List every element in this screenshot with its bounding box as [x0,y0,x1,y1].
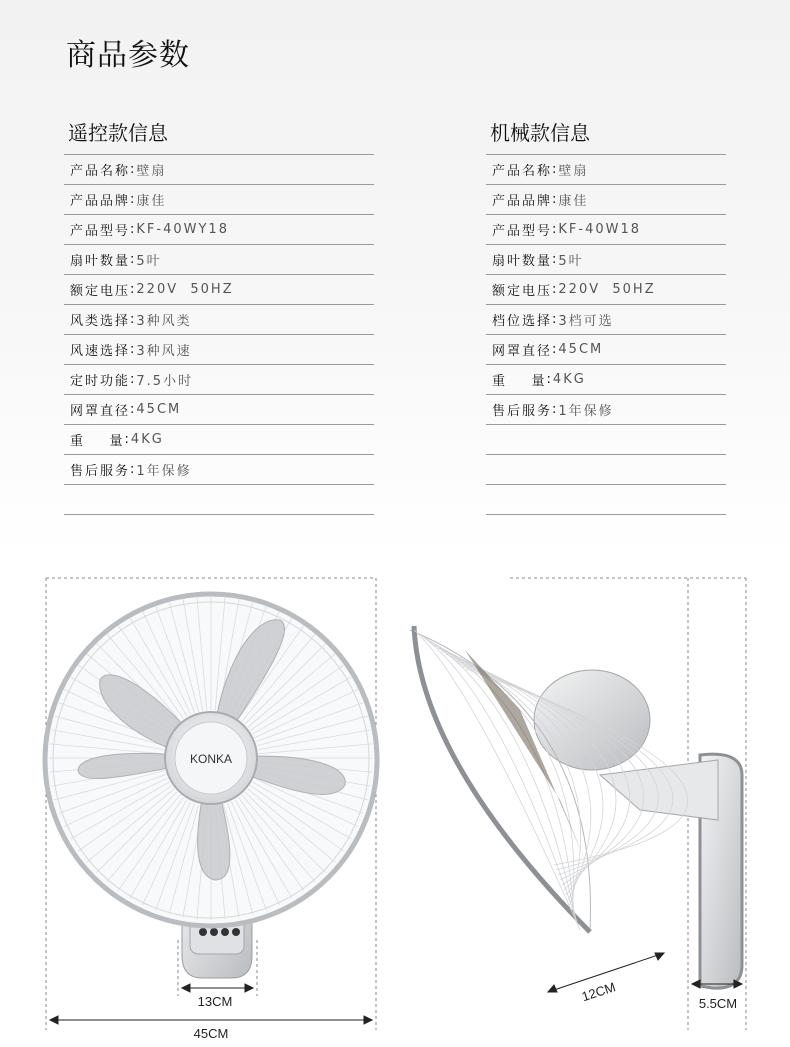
spec-colon: : [130,222,137,237]
spec-colon: : [552,402,559,417]
empty-row [486,485,726,515]
fan-dimension-figure [0,560,790,1047]
spec-colon: : [130,402,137,417]
page-title: 商品参数 [66,38,190,73]
spec-colon: : [130,192,137,207]
spec-label: 产品品牌 [70,194,131,209]
spec-value: 康佳 [136,194,167,209]
spec-colon: : [130,162,137,177]
spec-value: 45CM [558,342,604,357]
spec-label: 扇叶数量 [70,254,131,269]
spec-value: 4KG [130,432,164,447]
spec-colon: : [130,252,137,267]
spec-row [486,215,726,245]
spec-value: 壁扇 [558,164,589,179]
fan-front-view [45,594,377,978]
spec-label: 售后服务 [492,404,553,419]
spec-label: 风类选择 [70,314,131,329]
spec-value: 壁扇 [136,164,167,179]
spec-row [64,305,374,335]
spec-value: 康佳 [558,194,589,209]
spec-row [486,185,726,215]
spec-label: 定时功能 [70,374,131,389]
spec-value: 3档可选 [558,314,614,329]
spec-row [486,245,726,275]
spec-label: 售后服务 [70,464,131,479]
spec-value: 220V 50HZ [136,282,234,297]
width-dimension: 45CM [193,1026,229,1041]
spec-value: 3种风类 [136,314,192,329]
spec-value: 1年保修 [136,464,192,479]
spec-row [64,215,374,245]
fan-side-view [410,626,742,988]
spec-colon: : [124,432,131,447]
spec-colon: : [546,372,553,387]
spec-value: 220V 50HZ [558,282,656,297]
spec-colon: : [552,312,559,327]
spec-colon: : [552,252,559,267]
spec-row [486,395,726,425]
spec-label: 产品品牌 [492,194,553,209]
spec-colon: : [130,342,137,357]
spec-label: 重 量 [70,434,125,449]
spec-row [64,425,374,455]
spec-label: 产品名称 [70,164,131,179]
spec-value: 5叶 [136,254,162,269]
spec-row [486,275,726,305]
spec-row [64,155,374,185]
empty-row [486,455,726,485]
spec-colon: : [130,372,137,387]
spec-label: 产品型号 [492,224,553,239]
spec-value: 45CM [136,402,182,417]
spec-row [486,335,726,365]
spec-row [64,185,374,215]
spec-colon: : [552,342,559,357]
mount-dimension: 5.5CM [698,996,738,1011]
spec-label: 扇叶数量 [492,254,553,269]
spec-label: 重 量 [492,374,547,389]
spec-label: 风速选择 [70,344,131,359]
spec-label: 额定电压 [492,284,553,299]
spec-row [486,305,726,335]
spec-row [486,155,726,185]
spec-row [64,365,374,395]
mechanical-heading: 机械款信息 [486,112,726,155]
spec-label: 网罩直径 [70,404,131,419]
remote-spec-table [64,112,374,515]
depth-dimension: 12CM [579,979,618,1005]
spec-colon: : [552,162,559,177]
spec-colon: : [130,282,137,297]
empty-row [64,485,374,515]
spec-row [486,365,726,395]
empty-row [486,425,726,455]
spec-value: 3种风速 [136,344,192,359]
spec-label: 档位选择 [492,314,553,329]
spec-row [64,335,374,365]
spec-colon: : [552,282,559,297]
spec-colon: : [130,312,137,327]
mechanical-spec-table [486,112,726,515]
spec-label: 产品名称 [492,164,553,179]
brand-logo: KONKA [189,752,233,766]
dimension-arrows [50,953,742,1024]
spec-row [64,455,374,485]
spec-value: 4KG [552,372,586,387]
spec-value: KF-40W18 [558,222,642,237]
spec-label: 额定电压 [70,284,131,299]
spec-colon: : [552,192,559,207]
spec-value: KF-40WY18 [136,222,229,237]
spec-label: 产品型号 [70,224,131,239]
spec-value: 7.5小时 [136,374,194,389]
spec-row [64,275,374,305]
spec-colon: : [552,222,559,237]
spec-colon: : [130,462,137,477]
spec-label: 网罩直径 [492,344,553,359]
spec-row [64,245,374,275]
spec-value: 5叶 [558,254,584,269]
remote-heading: 遥控款信息 [64,112,374,155]
base-dimension: 13CM [197,994,233,1009]
spec-row [64,395,374,425]
spec-value: 1年保修 [558,404,614,419]
